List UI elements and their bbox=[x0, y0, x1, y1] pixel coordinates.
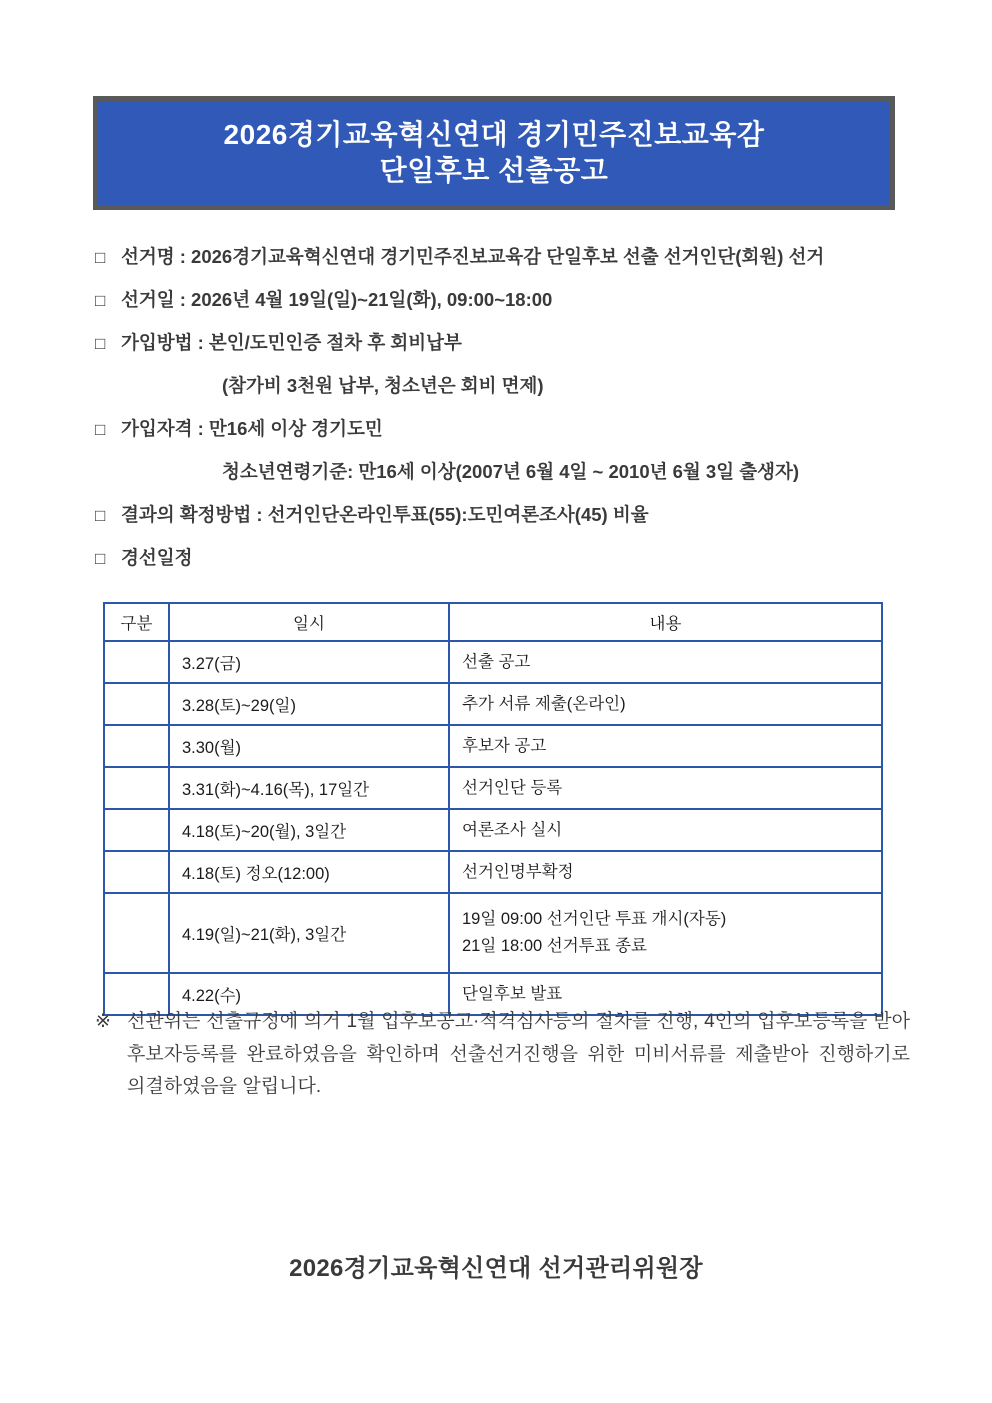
cell-date: 3.31(화)~4.16(목), 17일간 bbox=[169, 767, 449, 809]
table-row bbox=[104, 767, 882, 809]
bullet-sublabel: 청소년연령기준: 만16세 이상(2007년 6월 4일 ~ 2010년 6월 3일 출생자) bbox=[222, 461, 800, 482]
cell-content bbox=[449, 851, 882, 893]
cell-content bbox=[449, 767, 882, 809]
signature-line: 2026경기교육혁신연대 선거관리위원장 bbox=[289, 1255, 703, 1282]
table-row bbox=[104, 683, 882, 725]
schedule-table bbox=[103, 602, 883, 1016]
cell-date: 4.19(일)~21(화), 3일간 bbox=[169, 893, 449, 973]
cell-content-line: 후보자 공고 bbox=[462, 736, 547, 755]
checkbox-square-icon: □ bbox=[95, 506, 106, 525]
title-banner-line-2: 단일후보 선출공고 bbox=[379, 155, 609, 186]
cell-date: 3.27(금) bbox=[169, 641, 449, 683]
cell-gubun bbox=[104, 641, 169, 683]
bullet-item-schedule bbox=[95, 544, 925, 587]
title-banner-line-1: 2026경기교육혁신연대 경기민주진보교육감 bbox=[223, 118, 765, 150]
cell-content-line: 추가 서류 제출(온라인) bbox=[462, 694, 626, 713]
table-row bbox=[104, 809, 882, 851]
column-header-gubun: 구분 bbox=[104, 603, 169, 641]
bullet-subnote-fee bbox=[95, 372, 925, 415]
cell-content-line: 단일후보 발표 bbox=[462, 984, 563, 1003]
cell-date: 4.18(토) 정오(12:00) bbox=[169, 851, 449, 893]
schedule-table-head bbox=[104, 603, 882, 641]
bullet-label: 선거명 : 2026경기교육혁신연대 경기민주진보교육감 단일후보 선출 선거인단(회원) 선거 bbox=[121, 246, 825, 267]
cell-content-line: 19일 09:00 선거인단 투표 개시(자동) bbox=[462, 910, 727, 929]
bullet-item-eligibility bbox=[95, 415, 925, 458]
cell-gubun bbox=[104, 893, 169, 973]
table-row bbox=[104, 893, 882, 973]
checkbox-square-icon: □ bbox=[95, 420, 106, 439]
column-header-date: 일시 bbox=[169, 603, 449, 641]
title-banner bbox=[93, 96, 895, 210]
checkbox-square-icon: □ bbox=[95, 291, 106, 310]
cell-date: 3.28(토)~29(일) bbox=[169, 683, 449, 725]
cell-date: 3.30(월) bbox=[169, 725, 449, 767]
bullet-label: 결과의 확정방법 : 선거인단온라인투표(55):도민여론조사(45) 비율 bbox=[121, 504, 649, 525]
cell-content-line: 선출 공고 bbox=[462, 652, 531, 671]
reference-mark-icon: ※ bbox=[95, 1011, 111, 1032]
cell-content-line: 여론조사 실시 bbox=[462, 820, 563, 839]
cell-gubun bbox=[104, 767, 169, 809]
table-header-row bbox=[104, 603, 882, 641]
table-row bbox=[104, 725, 882, 767]
cell-content bbox=[449, 641, 882, 683]
footnote-text: 선관위는 선출규정에 의거 1월 입후보공고·적격심사등의 절차를 진행, 4인의 입후보등록을 받아 후보자등록를 완료하였음을 확인하며 선출선거진행을 위한 미비서류를 제출받아 진행하기로 의결하였음을 알립니다. bbox=[127, 1011, 910, 1098]
table-row bbox=[104, 641, 882, 683]
bullet-item-election-date bbox=[95, 286, 925, 329]
checkbox-square-icon: □ bbox=[95, 549, 106, 568]
schedule-table-body bbox=[104, 641, 882, 1015]
cell-content-line: 선거인명부확정 bbox=[462, 862, 574, 881]
checkbox-square-icon: □ bbox=[95, 248, 106, 267]
cell-gubun bbox=[104, 683, 169, 725]
footnote bbox=[95, 1006, 910, 1104]
cell-content bbox=[449, 893, 882, 973]
bullet-label: 경선일정 bbox=[121, 547, 193, 568]
bullet-item-join-method bbox=[95, 329, 925, 372]
bullet-list bbox=[95, 243, 925, 587]
cell-content bbox=[449, 809, 882, 851]
cell-gubun bbox=[104, 851, 169, 893]
bullet-subnote-youth-age bbox=[95, 458, 925, 501]
checkbox-square-icon: □ bbox=[95, 334, 106, 353]
cell-gubun bbox=[104, 809, 169, 851]
cell-gubun bbox=[104, 725, 169, 767]
bullet-item-election-name bbox=[95, 243, 925, 286]
cell-content-line: 선거인단 등록 bbox=[462, 778, 563, 797]
bullet-item-result-method bbox=[95, 501, 925, 544]
cell-content-line: 21일 18:00 선거투표 종료 bbox=[462, 937, 647, 955]
cell-content bbox=[449, 683, 882, 725]
bullet-label: 가입방법 : 본인/도민인증 절차 후 회비납부 bbox=[121, 332, 462, 353]
bullet-label: 선거일 : 2026년 4월 19일(일)~21일(화), 09:00~18:00 bbox=[121, 289, 553, 310]
bullet-label: 가입자격 : 만16세 이상 경기도민 bbox=[121, 418, 383, 439]
cell-date: 4.18(토)~20(월), 3일간 bbox=[169, 809, 449, 851]
table-row bbox=[104, 851, 882, 893]
cell-content bbox=[449, 725, 882, 767]
bullet-sublabel: (참가비 3천원 납부, 청소년은 회비 면제) bbox=[222, 375, 544, 396]
cell-date: 4.22(수) bbox=[169, 973, 449, 1015]
column-header-content: 내용 bbox=[449, 603, 882, 641]
